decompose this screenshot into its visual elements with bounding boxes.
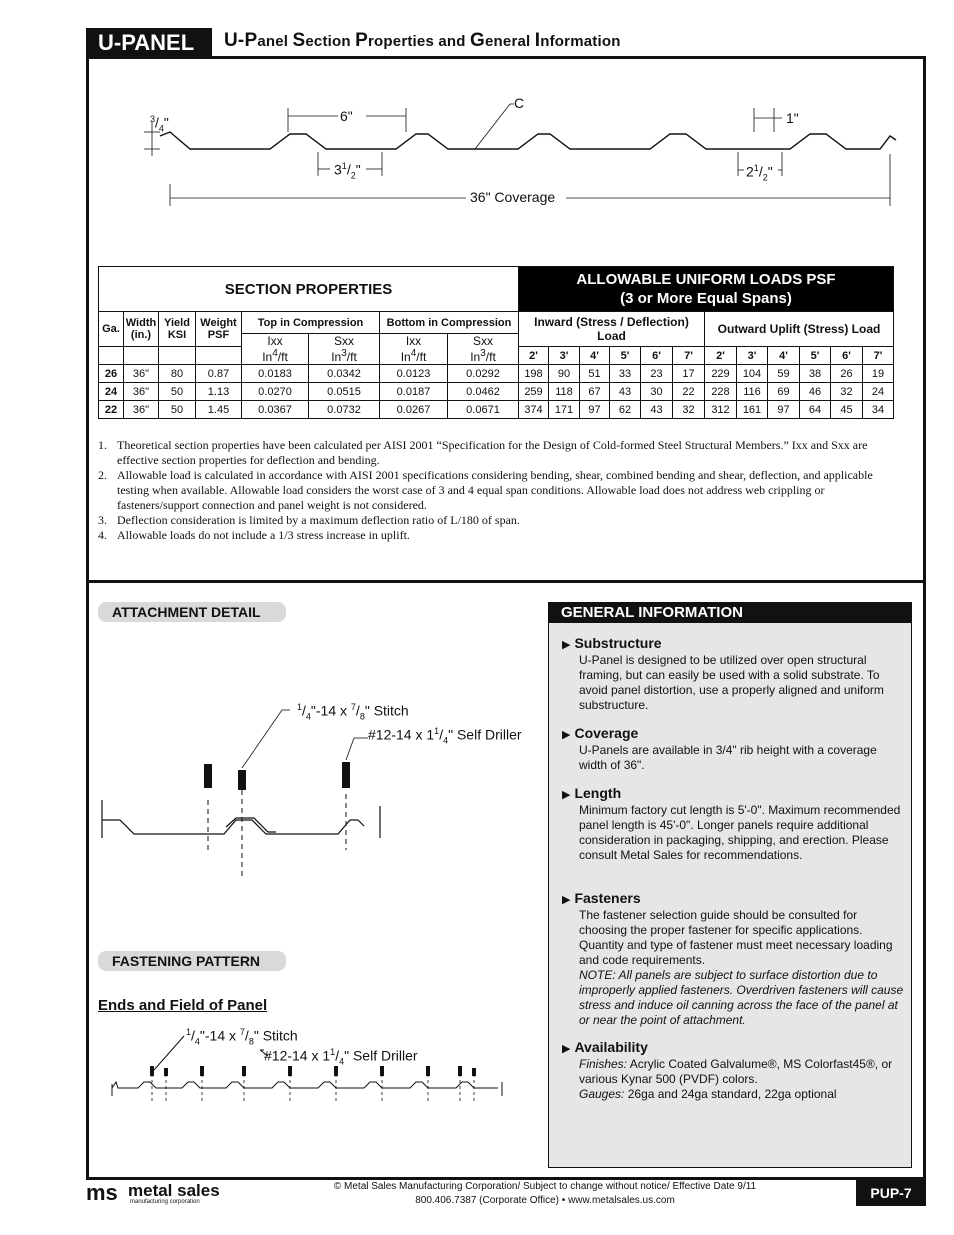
cell-outward-load: 45 bbox=[831, 401, 863, 419]
general-information-panel bbox=[548, 602, 912, 1168]
rib-height-label: $^3/_4$" bbox=[150, 114, 169, 134]
length-section: ▶ Length Minimum factory cut length is 5'-0". Maximum recommended panel length is 45'-0". Longer panels require additional consideration in packaging, shipping, and erection. Please consult Metal Sales for recommendations. bbox=[562, 785, 907, 863]
cell-outward-load: 64 bbox=[800, 401, 831, 419]
inward-span-header: 5' bbox=[610, 347, 641, 365]
cell-outward-load: 19 bbox=[863, 365, 894, 383]
top-sxx-header: Sxx In$^3$/ft bbox=[309, 334, 380, 365]
cell-inward-load: 22 bbox=[673, 383, 705, 401]
bottom-width-label: $2^1/_2$" bbox=[746, 163, 773, 183]
cell-inward-load: 171 bbox=[549, 401, 580, 419]
footer-text: © Metal Sales Manufacturing Corporation/ Subject to change without notice/ Effective Date 9/11 800.406.7387 (Corporate Office) • www.metalsales.us.com bbox=[333, 1181, 757, 1206]
cell-outward-load: 38 bbox=[800, 365, 831, 383]
svg-text:ms: ms bbox=[86, 1180, 118, 1205]
notes-list bbox=[98, 438, 904, 543]
cell-top-sxx: 0.0515 bbox=[309, 383, 380, 401]
note-item: 1. Theoretical section properties have been calculated per AISI 2001 “Specification for the Design of Cold-formed Steel Structural Members.” Ixx and Sxx are effective section properties for deflection and bending. bbox=[98, 438, 868, 467]
fastening-stitch-label: $^1/_4"-14$ x $^7/_8$" Stitch bbox=[186, 1027, 298, 1047]
cell-yield: 50 bbox=[159, 383, 196, 401]
cell-weight: 1.13 bbox=[196, 383, 242, 401]
cell-inward-load: 30 bbox=[641, 383, 673, 401]
cell-inward-load: 62 bbox=[610, 401, 641, 419]
attachment-driller-label: #12-14 x $1^1/_4$" Self Driller bbox=[368, 726, 522, 746]
top-ixx-header: Ixx In$^4$/ft bbox=[242, 334, 309, 365]
cell-ga: 26 bbox=[99, 365, 124, 383]
coverage-section: ▶ Coverage U-Panels are available in 3/4" rib height with a coverage width of 36". bbox=[562, 725, 907, 773]
bottom-sxx-header: Sxx In$^3$/ft bbox=[448, 334, 519, 365]
ends-field-subtitle: Ends and Field of Panel bbox=[98, 997, 268, 1014]
inward-load-header: Inward (Stress / Deflection) Load bbox=[519, 312, 705, 347]
attachment-stitch-label: $^1/_4"-14$ x $^7/_8$" Stitch bbox=[297, 702, 409, 722]
outward-span-header: 3' bbox=[737, 347, 768, 365]
inward-span-header: 4' bbox=[580, 347, 610, 365]
col-width: Width (in.) bbox=[124, 312, 159, 347]
cell-width: 36" bbox=[124, 383, 159, 401]
general-information-heading: GENERAL INFORMATION bbox=[549, 603, 911, 623]
cell-inward-load: 259 bbox=[519, 383, 549, 401]
cell-bot-sxx: 0.0671 bbox=[448, 401, 519, 419]
fastening-driller-label: #12-14 x $1^1/_4$" Self Driller bbox=[264, 1047, 418, 1067]
fasteners-section: ▶ Fasteners The fastener selection guide should be consulted for choosing the proper fastener for specific applications. Quantity and type of fastener must meet necessary loading and code requirements. NOTE: All panels are subject to surface distortion due to improperly applied fasteners. Overdriven fasteners will cause stress and induce oil canning across the face of the panel at or near the point of attachment. bbox=[562, 890, 907, 1028]
cell-weight: 0.87 bbox=[196, 365, 242, 383]
cell-outward-load: 97 bbox=[768, 401, 800, 419]
coverage-label: 36" Coverage bbox=[470, 189, 556, 205]
col-ga: Ga. bbox=[99, 312, 124, 347]
cell-bot-sxx: 0.0292 bbox=[448, 365, 519, 383]
cell-inward-load: 97 bbox=[580, 401, 610, 419]
outward-span-header: 4' bbox=[768, 347, 800, 365]
section-divider bbox=[86, 580, 926, 583]
cell-outward-load: 312 bbox=[705, 401, 737, 419]
panel-tag: U-PANEL bbox=[86, 28, 212, 58]
note-item: 4. Allowable loads do not include a 1/3 stress increase in uplift. bbox=[98, 528, 410, 542]
cell-outward-load: 32 bbox=[831, 383, 863, 401]
cell-inward-load: 23 bbox=[641, 365, 673, 383]
cell-outward-load: 69 bbox=[768, 383, 800, 401]
cell-weight: 1.45 bbox=[196, 401, 242, 419]
cell-outward-load: 26 bbox=[831, 365, 863, 383]
col-weight: Weight PSF bbox=[196, 312, 242, 347]
cell-outward-load: 104 bbox=[737, 365, 768, 383]
cell-outward-load: 116 bbox=[737, 383, 768, 401]
outward-span-header: 7' bbox=[863, 347, 894, 365]
bottom-compression-header: Bottom in Compression bbox=[380, 312, 519, 334]
metal-sales-logo: ms metal sales manufacturing corporation bbox=[86, 1180, 236, 1215]
cell-top-ixx: 0.0367 bbox=[242, 401, 309, 419]
inward-span-header: 6' bbox=[641, 347, 673, 365]
outward-span-header: 6' bbox=[831, 347, 863, 365]
inward-span-header: 2' bbox=[519, 347, 549, 365]
page-title: U-Panel Section Properties and General Information bbox=[224, 30, 621, 51]
cell-inward-load: 90 bbox=[549, 365, 580, 383]
attachment-detail-drawing bbox=[96, 700, 396, 890]
table-row bbox=[99, 383, 894, 401]
cell-bot-ixx: 0.0123 bbox=[380, 365, 448, 383]
cell-width: 36" bbox=[124, 365, 159, 383]
cell-bot-sxx: 0.0462 bbox=[448, 383, 519, 401]
cell-inward-load: 17 bbox=[673, 365, 705, 383]
cell-inward-load: 33 bbox=[610, 365, 641, 383]
fastening-pattern-drawing bbox=[108, 1030, 508, 1110]
page-number: PUP-7 bbox=[856, 1180, 926, 1206]
outward-span-header: 5' bbox=[800, 347, 831, 365]
cell-inward-load: 51 bbox=[580, 365, 610, 383]
cell-top-sxx: 0.0732 bbox=[309, 401, 380, 419]
cell-inward-load: 118 bbox=[549, 383, 580, 401]
top-width-label: 1" bbox=[786, 110, 799, 126]
cell-outward-load: 161 bbox=[737, 401, 768, 419]
top-compression-header: Top in Compression bbox=[242, 312, 380, 334]
substructure-section: ▶ Substructure U-Panel is designed to be utilized over open structural framing, but can easily be used with a solid substrate. To avoid panel distortion, use a properly aligned and uniform substructure. bbox=[562, 635, 907, 713]
cell-ga: 22 bbox=[99, 401, 124, 419]
cell-width: 36" bbox=[124, 401, 159, 419]
cell-inward-load: 198 bbox=[519, 365, 549, 383]
section-properties-table bbox=[98, 266, 894, 419]
cell-top-ixx: 0.0183 bbox=[242, 365, 309, 383]
cell-bot-ixx: 0.0187 bbox=[380, 383, 448, 401]
cell-inward-load: 67 bbox=[580, 383, 610, 401]
section-properties-heading: SECTION PROPERTIES bbox=[99, 267, 519, 312]
cell-outward-load: 24 bbox=[863, 383, 894, 401]
bottom-ixx-header: Ixx In$^4$/ft bbox=[380, 334, 448, 365]
cell-ga: 24 bbox=[99, 383, 124, 401]
cell-yield: 80 bbox=[159, 365, 196, 383]
attachment-detail-heading: ATTACHMENT DETAIL bbox=[98, 602, 286, 622]
outward-span-header: 2' bbox=[705, 347, 737, 365]
cell-outward-load: 59 bbox=[768, 365, 800, 383]
availability-section: ▶ Availability Finishes: Acrylic Coated Galvalume®, MS Colorfast45®, or various Kynar 500 (PVDF) colors. Gauges: 26ga and 24ga standard, 22ga optional bbox=[562, 1039, 907, 1102]
cell-top-sxx: 0.0342 bbox=[309, 365, 380, 383]
inward-span-header: 3' bbox=[549, 347, 580, 365]
cell-bot-ixx: 0.0267 bbox=[380, 401, 448, 419]
note-item: 3. Deflection consideration is limited by a maximum deflection ratio of L/180 of span. bbox=[98, 513, 520, 527]
cell-outward-load: 34 bbox=[863, 401, 894, 419]
col-yield: Yield KSI bbox=[159, 312, 196, 347]
table-row bbox=[99, 365, 894, 383]
cell-inward-load: 32 bbox=[673, 401, 705, 419]
allowable-loads-heading: ALLOWABLE UNIFORM LOADS PSF (3 or More Equal Spans) bbox=[519, 267, 894, 312]
table-row bbox=[99, 401, 894, 419]
cell-outward-load: 46 bbox=[800, 383, 831, 401]
fastening-pattern-heading: FASTENING PATTERN bbox=[98, 951, 286, 971]
cell-inward-load: 43 bbox=[610, 383, 641, 401]
cell-outward-load: 228 bbox=[705, 383, 737, 401]
rib-spacing-label: 6" bbox=[340, 108, 353, 124]
valley-label: $3^1/_2$" bbox=[334, 161, 361, 181]
note-item: 2. Allowable load is calculated in accordance with AISI 2001 specifications considering bending, shear, combined bending and shear, deflection, and applicable testing when available. Allowable load considers the worst case of 3 and 4 equal span conditions. Allowable load does not address web crippling or fasteners/support connection and panel weight is not considered. bbox=[98, 468, 873, 512]
cell-inward-load: 374 bbox=[519, 401, 549, 419]
cell-inward-load: 43 bbox=[641, 401, 673, 419]
outward-load-header: Outward Uplift (Stress) Load bbox=[705, 312, 894, 347]
cell-yield: 50 bbox=[159, 401, 196, 419]
c-label: C bbox=[514, 95, 525, 111]
cell-top-ixx: 0.0270 bbox=[242, 383, 309, 401]
inward-span-header: 7' bbox=[673, 347, 705, 365]
cell-outward-load: 229 bbox=[705, 365, 737, 383]
